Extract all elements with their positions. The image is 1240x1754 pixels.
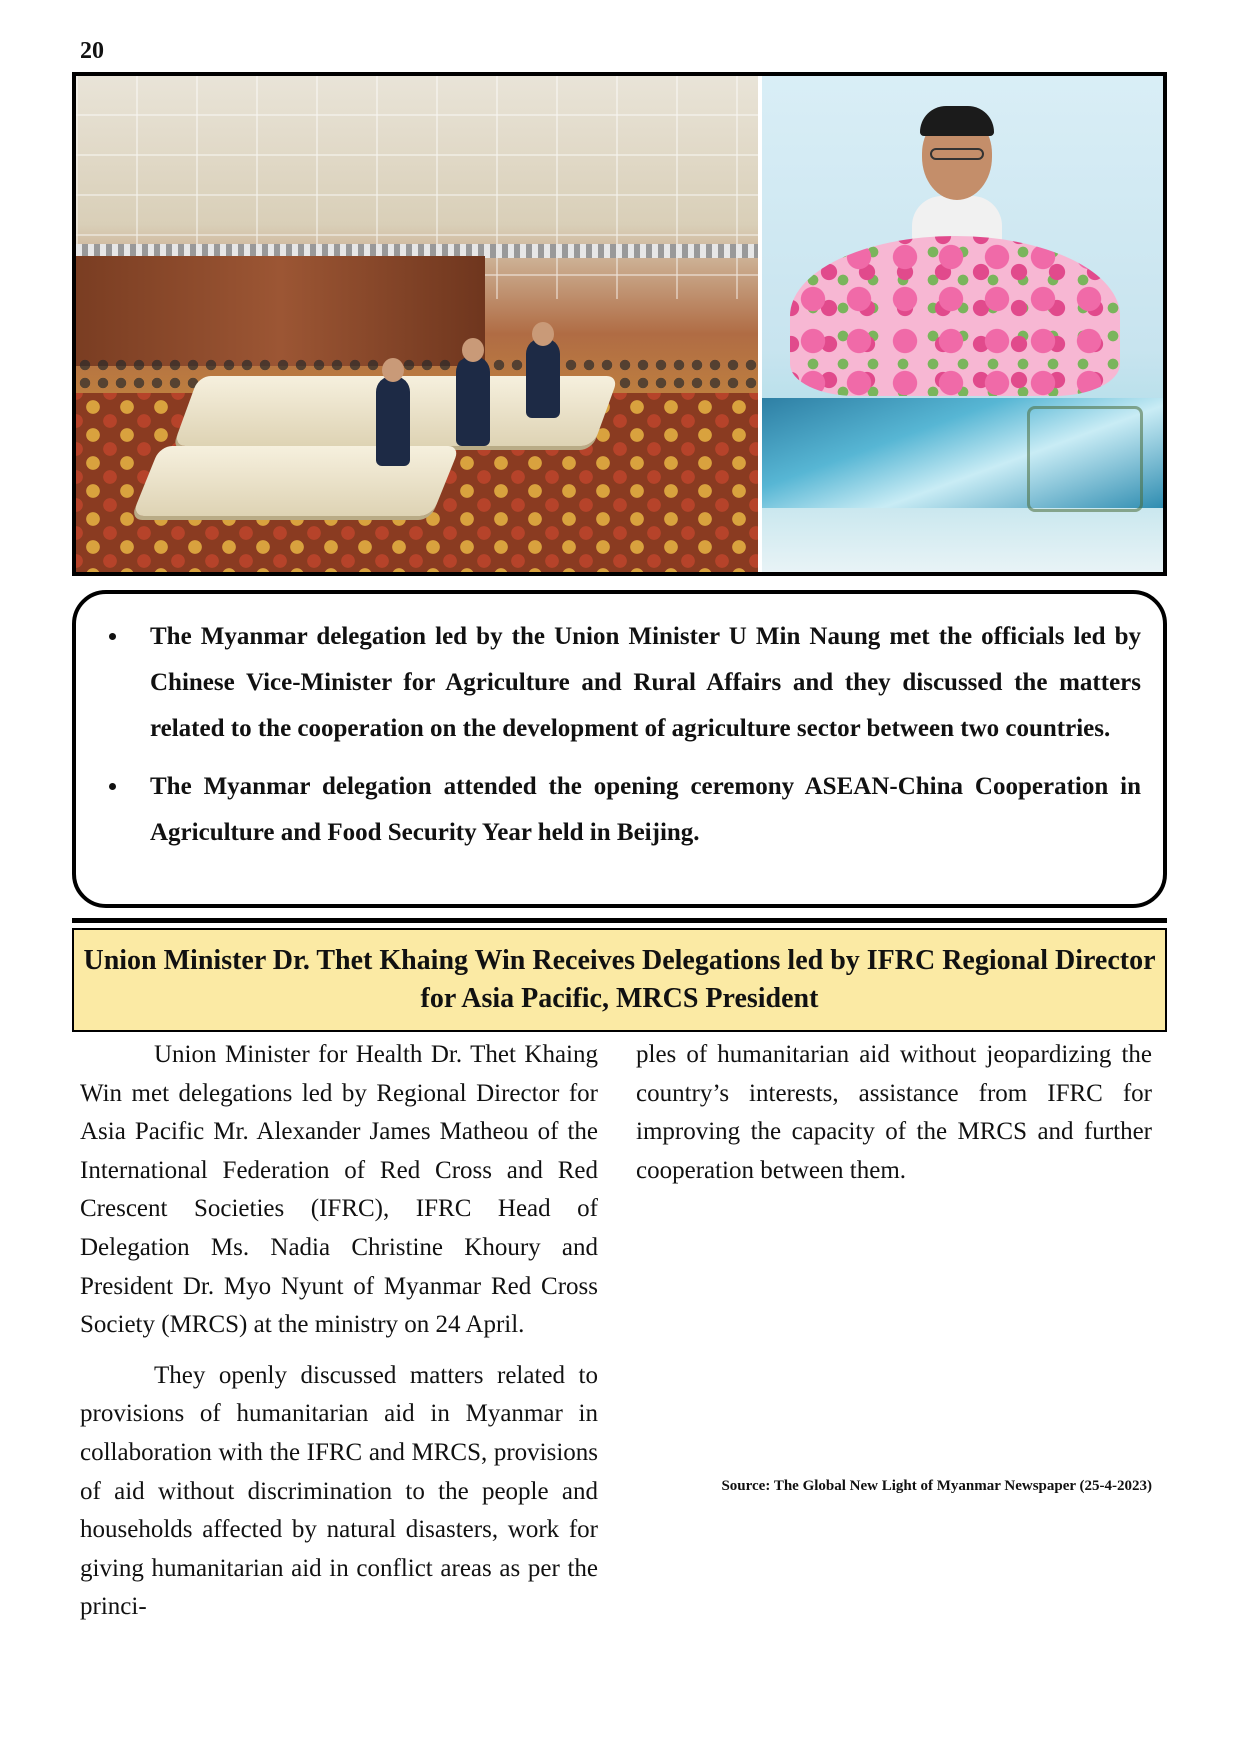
flower-arrangement [790,236,1120,396]
delegate-head [462,338,484,362]
delegate-figure [526,338,560,418]
article-paragraph: Union Minister for Health Dr. Thet Khaing Win met delegations led by Regional Director for Asia Pacific Mr. Alexander James Matheou of the International Federation of Red Cross and Red Crescent Societies (IFRC), IFRC Head of Delegation Ms. Nadia Christine Khoury and President Dr. Myo Nyunt of Myanmar Red Cross Society (MRCS) at the ministry on 24 April. [80,1041,598,1339]
article-column-right [636,1036,1152,1202]
summary-item: • The Myanmar delegation attended the opening ceremony ASEAN-China Cooperation in Agriculture and Food Security Year held in Beijing. [130,764,1141,856]
speaker-hair [920,106,994,136]
source-credit: Source: The Global New Light of Myanmar Newspaper (25-4-2023) [721,1478,1152,1494]
headline-banner [72,928,1167,1032]
photo-frame [72,72,1167,576]
summary-item: • The Myanmar delegation led by the Union Minister U Min Naung met the officials led by Chinese Vice-Minister for Agriculture and Rural Affairs and they discussed the matters related to the cooperation on the development of agriculture sector between two countries. [130,614,1141,752]
armchair-row [132,446,460,516]
delegate-figure [456,356,490,446]
summary-list [76,594,1163,856]
conference-hall-photo [76,76,758,572]
summary-box [72,590,1167,908]
glasses [930,148,984,160]
delegate-head [532,322,554,346]
page-number: 20 [80,38,104,64]
hall-wall [76,256,485,366]
article-paragraph-part: They openly discussed matters related to provisions of humanitarian aid in Myanmar in collaboration with the IFRC and MRCS, provisions of aid without discrimination to the people and households affected by natural disasters, work for giving humanitarian aid in conflict areas as per the princi- [80,1361,598,1621]
section-divider [72,918,1167,923]
article-headline: Union Minister Dr. Thet Khaing Win Receives Delegations led by IFRC Regional Director for Asia Pacific, MRCS President [83,945,1156,1014]
speaker-podium-photo [758,76,1163,572]
delegate-head [382,358,404,382]
article-column-left [80,1036,598,1639]
delegate-figure [376,376,410,466]
article-paragraph-continued: ples of humanitarian aid without jeopardizing the country’s interests, assistance from IFRC for improving the capacity of the MRCS and further cooperation between them. [636,1041,1152,1184]
backdrop-line-art [1027,406,1143,512]
